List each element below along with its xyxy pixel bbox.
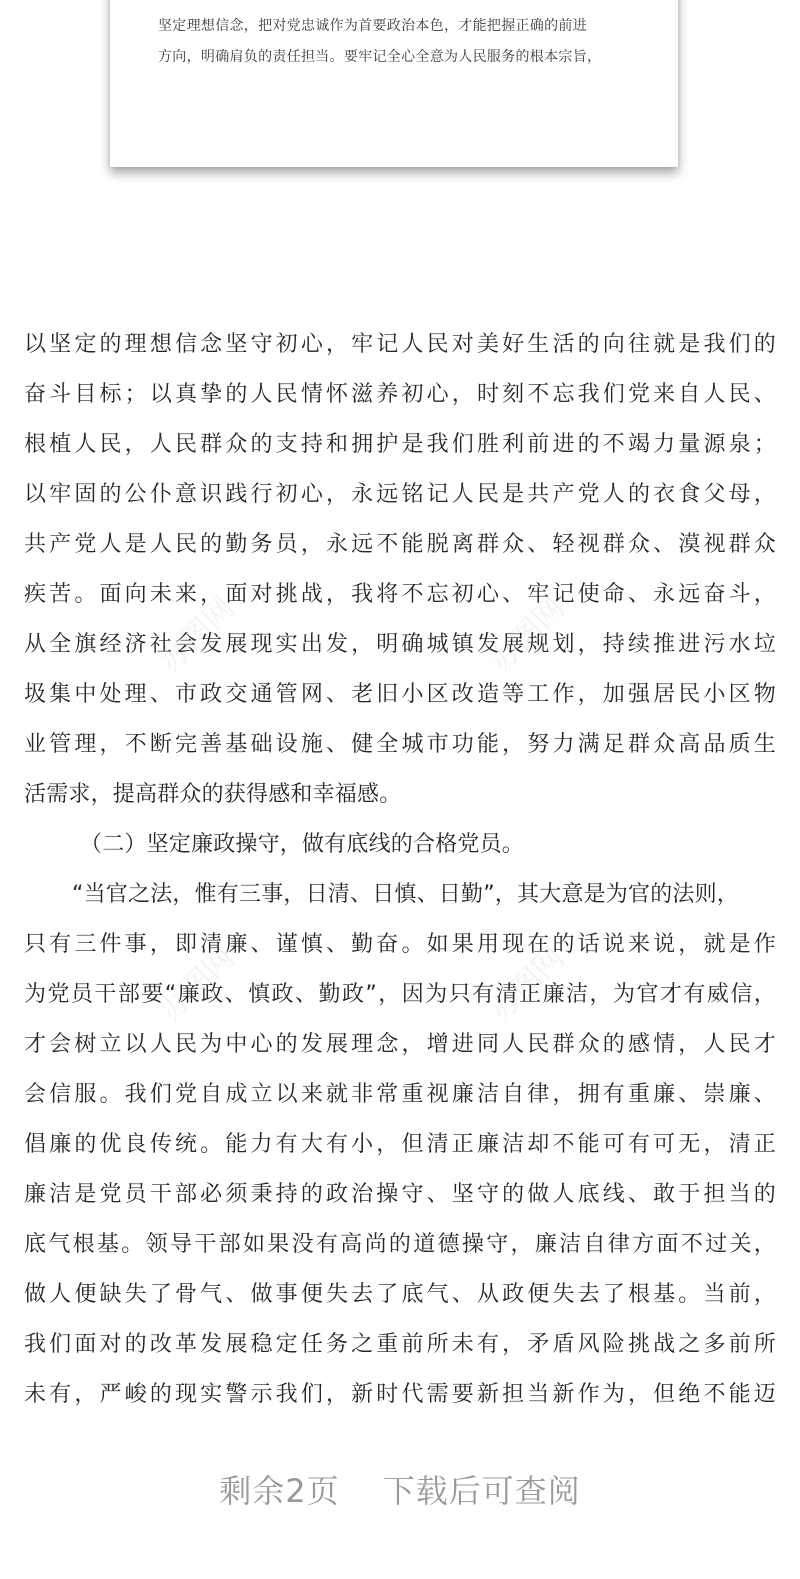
paragraph-line: 底气根基。领导干部如果没有高尚的道德操守，廉洁自律方面不过关， [24, 1232, 776, 1257]
download-hint-label: 下载后可查阅 [382, 1472, 581, 1510]
paragraph-line: 做人便缺失了骨气、做事便失去了底气、从政便失去了根基。当前， [24, 1282, 776, 1307]
watermark: 办图网 [483, 940, 572, 1029]
paragraph-line: 疾苦。面向未来，面对挑战，我将不忘初心、牢记使命、永远奋斗， [24, 582, 776, 607]
section-heading: （二）坚定廉政操守，做有底线的合格党员。 [80, 832, 525, 857]
paragraph-line: 圾集中处理、市政交通管网、老旧小区改造等工作，加强居民小区物 [24, 682, 776, 707]
paragraph-line: 为党员干部要“廉政、慎政、勤政”，因为只有清正廉洁，为官才有威信， [24, 982, 776, 1007]
watermark: 办图网 [153, 590, 242, 679]
preview-page-card [110, 0, 678, 167]
paragraph-line: 根植人民，人民群众的支持和拥护是我们胜利前进的不竭力量源泉； [24, 432, 776, 457]
card-line-1: 坚定理想信念，把对党忠诚作为首要政治本色，才能把握正确的前进 [158, 18, 587, 34]
paragraph-line: 才会树立以人民为中心的发展理念，增进同人民群众的感情，人民才 [24, 1032, 776, 1057]
paragraph-line: 业管理，不断完善基础设施、健全城市功能，努力满足群众高品质生 [24, 732, 776, 757]
paragraph-line: 从全旗经济社会发展现实出发，明确城镇发展规划，持续推进污水垃 [24, 632, 776, 657]
paragraph-line: 共产党人是人民的勤务员，永远不能脱离群众、轻视群众、漠视群众 [24, 532, 776, 557]
paragraph-line: 未有，严峻的现实警示我们，新时代需要新担当新作为，但绝不能迈 [24, 1382, 776, 1407]
paragraph-line: 活需求，提高群众的获得感和幸福感。 [24, 782, 402, 807]
watermark: 办图网 [153, 940, 242, 1029]
download-prompt[interactable] [0, 1466, 800, 1512]
paragraph-line: 我们面对的改革发展稳定任务之重前所未有，矛盾风险挑战之多前所 [24, 1332, 776, 1357]
paragraph-line: 廉洁是党员干部必须秉持的政治操守、坚守的做人底线、敢于担当的 [24, 1182, 776, 1207]
paragraph-line: 以坚定的理想信念坚守初心，牢记人民对美好生活的向往就是我们的 [24, 332, 776, 357]
paragraph-first-line: “当官之法，惟有三事，日清、日慎、日勤”，其大意是为官的法则， [72, 882, 739, 907]
document-body [24, 320, 776, 1420]
paragraph-line: 倡廉的优良传统。能力有大有小，但清正廉洁却不能可有可无，清正 [24, 1132, 776, 1157]
watermark: 办图网 [483, 590, 572, 679]
paragraph-line: 以牢固的公仆意识践行初心，永远铭记人民是共产党人的衣食父母， [24, 482, 776, 507]
paragraph-line: 会信服。我们党自成立以来就非常重视廉洁自律，拥有重廉、崇廉、 [24, 1082, 776, 1107]
remaining-pages-label: 剩余2页 [219, 1472, 340, 1510]
card-line-2: 方向，明确肩负的责任担当。要牢记全心全意为人民服务的根本宗旨， [158, 49, 602, 65]
paragraph-line: 奋斗目标；以真挚的人民情怀滋养初心，时刻不忘我们党来自人民、 [24, 382, 776, 407]
paragraph-line: 只有三件事，即清廉、谨慎、勤奋。如果用现在的话说来说，就是作 [24, 932, 776, 957]
